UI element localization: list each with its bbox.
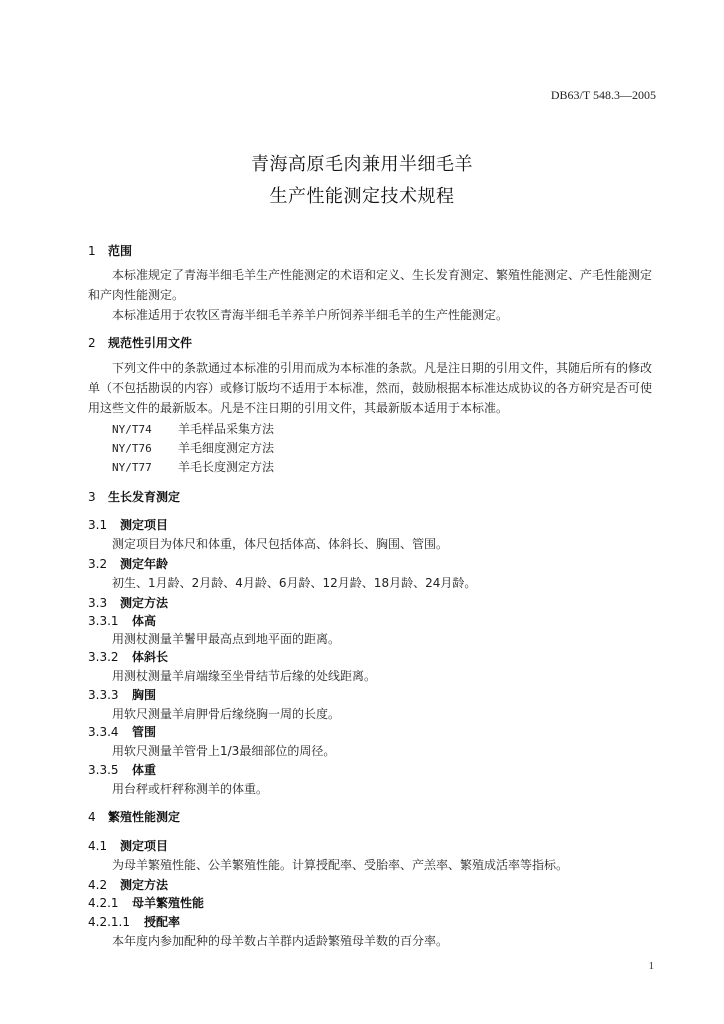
reference-name: 羊毛长度测定方法 (178, 460, 275, 474)
section-1-paragraph-2: 本标准适用于农牧区青海半细毛羊养羊户所饲养半细毛羊的生产性能测定。 (112, 308, 509, 322)
section-title: 规范性引用文件 (108, 336, 193, 350)
reference-name: 羊毛细度测定方法 (178, 441, 275, 455)
section-title: 胸围 (132, 688, 157, 702)
section-title: 测定项目 (120, 839, 169, 853)
section-number: 4 (88, 810, 96, 824)
section-number: 3.3.3 (88, 688, 119, 702)
section-3-heading (88, 488, 180, 505)
subsection-3-3-5-text: 用台秤或杆秤称测羊的体重。 (112, 782, 269, 796)
subsection-3-2-text: 初生、1月龄、2月龄、4月龄、6月龄、12月龄、18月龄、24月龄。 (112, 576, 477, 590)
document-title-line2: 生产性能测定技术规程 (269, 186, 455, 207)
section-title: 生长发育测定 (108, 490, 181, 504)
section-title: 测定方法 (120, 878, 169, 892)
standard-code: DB63/T 548.3—2005 (550, 88, 656, 102)
section-number: 2 (88, 336, 96, 350)
section-2-paragraph-1: 下列文件中的条款通过本标准的引用而成为本标准的条款。凡是注日期的引用文件，其随后所有的修改单（不包括勘误的内容）或修订版均不适用于本标准，然而，鼓励根据本标准达成协议的各方研究是否可使用这些文件的最新版本。凡是不注日期的引用文件，其最新版本适用于本标准。 (88, 361, 653, 415)
subsection-4-1-text: 为母羊繁殖性能、公羊繁殖性能。计算授配率、受胎率、产羔率、繁殖成活率等指标。 (112, 858, 569, 872)
reference-item (112, 439, 274, 456)
subsection-3-1-heading (88, 516, 168, 533)
section-number: 1 (88, 244, 96, 258)
section-number: 4.1 (88, 839, 108, 853)
section-2-heading (88, 334, 192, 351)
reference-code: NY/T74 (112, 423, 152, 436)
section-number: 3.1 (88, 518, 108, 532)
subsection-3-3-2-heading (88, 648, 168, 665)
section-4-heading (88, 808, 180, 825)
subsection-4-1-heading (88, 837, 168, 854)
subsection-4-2-heading (88, 876, 168, 893)
section-number: 4.2.1 (88, 896, 119, 910)
document-title-line1: 青海高原毛肉兼用半细毛羊 (251, 154, 473, 175)
reference-code: NY/T76 (112, 442, 152, 455)
page-number: 1 (648, 960, 654, 972)
reference-name: 羊毛样品采集方法 (178, 422, 275, 436)
section-number: 3.3.5 (88, 763, 119, 777)
section-number: 4.2 (88, 878, 108, 892)
section-number: 3.3.4 (88, 725, 119, 739)
subsection-4-2-1-heading (88, 894, 204, 911)
subsection-3-3-2-text: 用测杖测量羊肩端缘至坐骨结节后缘的处线距离。 (112, 669, 377, 683)
subsection-3-3-3-heading (88, 686, 156, 703)
reference-item (112, 420, 274, 437)
section-title: 测定项目 (120, 518, 169, 532)
reference-item (112, 458, 274, 475)
subsection-3-2-heading (88, 555, 168, 572)
subsection-3-3-4-text: 用软尺测量羊管骨上1/3最细部位的周径。 (112, 744, 336, 758)
reference-code: NY/T77 (112, 461, 152, 474)
section-title: 繁殖性能测定 (108, 810, 181, 824)
subsection-3-3-1-heading (88, 612, 156, 629)
subsection-3-3-4-heading (88, 723, 156, 740)
section-title: 体斜长 (132, 650, 169, 664)
section-title: 体高 (132, 614, 157, 628)
section-number: 3.3 (88, 596, 108, 610)
subsection-3-3-heading (88, 594, 168, 611)
section-title: 授配率 (144, 915, 181, 929)
subsection-3-3-1-text: 用测杖测量羊鬐甲最高点到地平面的距离。 (112, 632, 341, 646)
section-title: 范围 (108, 244, 133, 258)
section-title: 测定年龄 (120, 557, 169, 571)
section-1-paragraph-1: 本标准规定了青海半细毛羊生产性能测定的术语和定义、生长发育测定、繁殖性能测定、产毛性能测定和产肉性能测定。 (88, 268, 653, 302)
subsection-4-2-1-1-heading (88, 913, 180, 930)
section-number: 3.2 (88, 557, 108, 571)
section-number: 4.2.1.1 (88, 915, 130, 929)
section-title: 测定方法 (120, 596, 169, 610)
section-title: 管围 (132, 725, 157, 739)
subsection-4-2-1-1-text: 本年度内参加配种的母羊数占羊群内适龄繁殖母羊数的百分率。 (112, 934, 449, 948)
subsection-3-3-3-text: 用软尺测量羊肩胛骨后缘绕胸一周的长度。 (112, 707, 341, 721)
subsection-3-1-text: 测定项目为体尺和体重，体尺包括体高、体斜长、胸围、管围。 (112, 537, 449, 551)
section-title: 母羊繁殖性能 (132, 896, 205, 910)
section-number: 3.3.1 (88, 614, 119, 628)
section-title: 体重 (132, 763, 157, 777)
section-number: 3 (88, 490, 96, 504)
section-number: 3.3.2 (88, 650, 119, 664)
section-1-heading (88, 242, 132, 259)
subsection-3-3-5-heading (88, 761, 156, 778)
